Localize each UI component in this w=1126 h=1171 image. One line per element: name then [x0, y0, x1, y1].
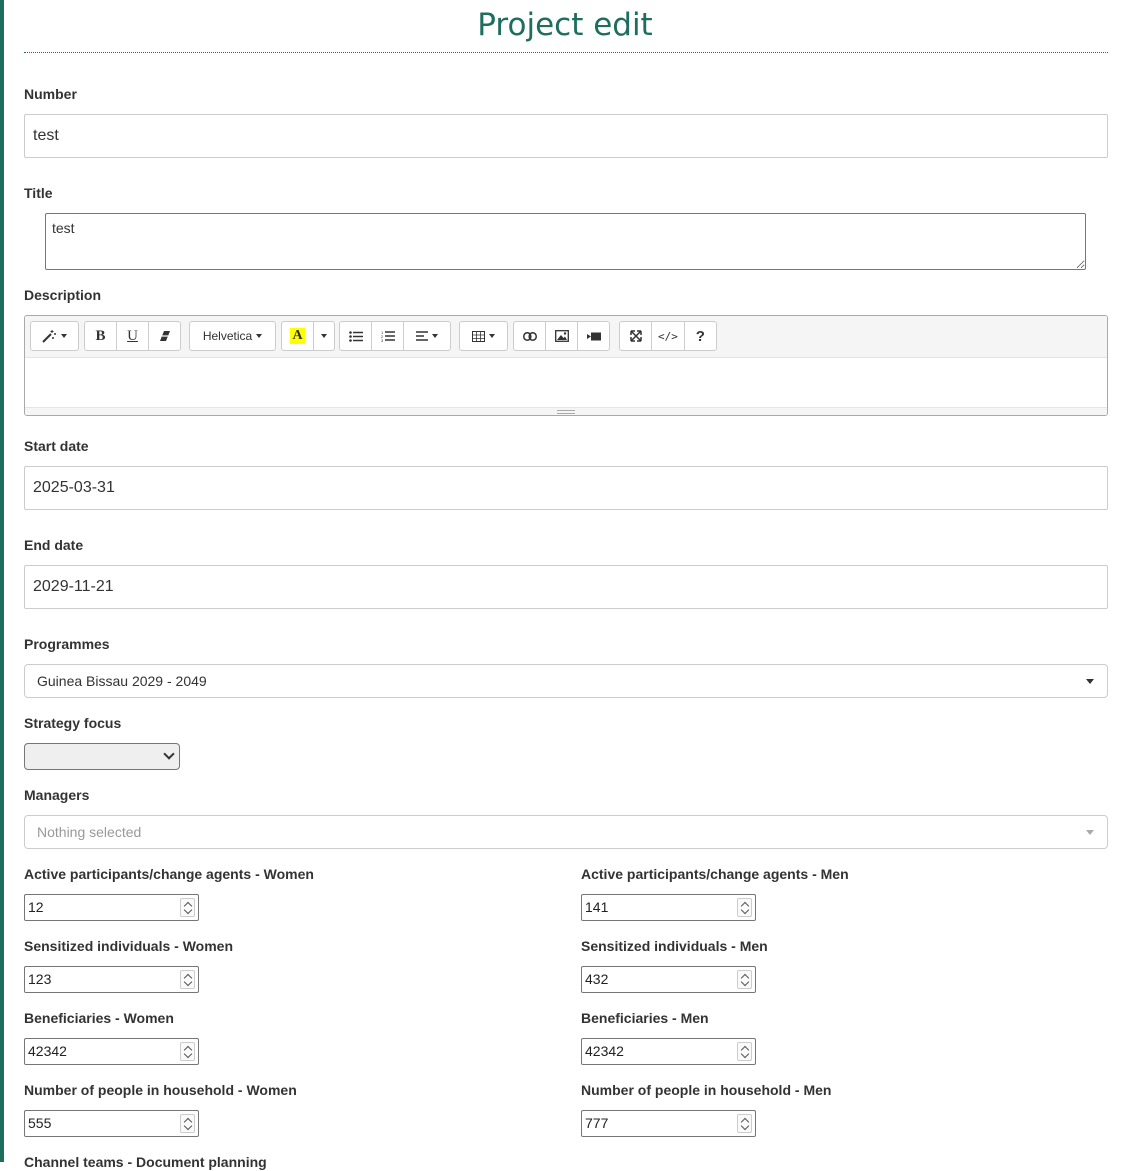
programmes-select[interactable] [24, 664, 1108, 698]
description-edit-area[interactable] [25, 358, 1107, 408]
spinner-icon[interactable] [180, 1042, 195, 1061]
paragraph-group [339, 321, 451, 351]
unordered-list-button[interactable] [339, 321, 372, 351]
caret-icon [432, 334, 438, 338]
title-textarea[interactable] [45, 213, 1086, 270]
table-icon [472, 331, 485, 342]
video-icon [587, 332, 601, 341]
code-view-icon: </> [658, 329, 678, 343]
resize-grip-icon [557, 410, 575, 414]
title-divider [24, 52, 1108, 53]
beneficiaries-men-label: Beneficiaries - Men [581, 1010, 709, 1026]
caret-down-icon [1086, 679, 1094, 684]
eraser-icon [159, 330, 171, 342]
active-women-label: Active participants/change agents - Women [24, 866, 314, 882]
align-icon [416, 331, 428, 341]
spinner-icon[interactable] [737, 1114, 752, 1133]
picture-button[interactable] [545, 321, 578, 351]
caret-icon [321, 334, 327, 338]
picture-icon [555, 330, 569, 342]
active-men-input[interactable] [581, 894, 756, 921]
svg-text:3: 3 [380, 338, 383, 342]
spinner-icon[interactable] [180, 970, 195, 989]
ordered-list-icon [381, 330, 395, 342]
font-name-group [189, 321, 276, 351]
fullscreen-button[interactable] [619, 321, 652, 351]
beneficiaries-men-input[interactable] [581, 1038, 756, 1065]
managers-select[interactable] [24, 815, 1108, 849]
underline-icon: U [127, 327, 138, 344]
household-women-label: Number of people in household - Women [24, 1082, 297, 1098]
sensitized-men-label: Sensitized individuals - Men [581, 938, 768, 954]
svg-text:1: 1 [380, 330, 383, 335]
number-label: Number [24, 86, 77, 102]
bold-button[interactable] [84, 321, 117, 351]
font-name-button[interactable] [189, 321, 276, 351]
editor-toolbar [25, 316, 1107, 358]
table-button[interactable] [459, 321, 508, 351]
active-women-value: 12 [28, 899, 44, 915]
start-date-label: Start date [24, 438, 89, 454]
channel-teams-label: Channel teams - Document planning [24, 1154, 267, 1170]
underline-button[interactable] [116, 321, 149, 351]
style-button[interactable] [30, 321, 79, 351]
beneficiaries-women-label: Beneficiaries - Women [24, 1010, 174, 1026]
caret-icon [256, 334, 262, 338]
household-women-input[interactable] [24, 1110, 199, 1137]
table-group [459, 321, 508, 351]
code-view-button[interactable] [651, 321, 685, 351]
active-women-input[interactable] [24, 894, 199, 921]
caret-down-icon [1086, 830, 1094, 835]
fullscreen-icon [630, 330, 642, 342]
household-men-input[interactable] [581, 1110, 756, 1137]
household-men-value: 777 [585, 1115, 609, 1131]
end-date-input[interactable] [24, 565, 1108, 609]
title-label: Title [24, 185, 53, 201]
magic-icon [42, 329, 57, 343]
spinner-icon[interactable] [737, 898, 752, 917]
color-dropdown-button[interactable] [313, 321, 335, 351]
chevron-down-icon [163, 748, 174, 759]
misc-group [619, 321, 717, 351]
page-title: Project edit [477, 7, 653, 43]
sensitized-men-input[interactable] [581, 966, 756, 993]
beneficiaries-women-value: 42342 [28, 1043, 67, 1059]
start-date-input[interactable] [24, 466, 1108, 510]
font-name-value: Helvetica [202, 329, 253, 343]
ordered-list-button[interactable] [371, 321, 404, 351]
active-men-value: 141 [585, 899, 609, 915]
insert-group [513, 321, 610, 351]
help-icon: ? [695, 327, 705, 345]
end-date-label: End date [24, 537, 84, 553]
clear-format-button[interactable] [148, 321, 181, 351]
description-editor [24, 315, 1108, 416]
spinner-icon[interactable] [180, 898, 195, 917]
link-icon [523, 332, 537, 341]
svg-text:2: 2 [380, 334, 383, 339]
left-accent-bar [0, 0, 4, 1162]
unordered-list-icon [349, 331, 363, 342]
programmes-label: Programmes [24, 636, 110, 652]
household-women-value: 555 [28, 1115, 52, 1131]
number-input[interactable] [24, 114, 1108, 158]
align-button[interactable] [403, 321, 451, 351]
spinner-icon[interactable] [737, 970, 752, 989]
managers-label: Managers [24, 787, 90, 803]
color-group [281, 321, 335, 351]
caret-icon [61, 334, 67, 338]
sensitized-women-input[interactable] [24, 966, 199, 993]
style-group [30, 321, 79, 351]
spinner-icon[interactable] [180, 1114, 195, 1133]
highlight-button[interactable] [281, 321, 314, 351]
link-button[interactable] [513, 321, 546, 351]
strategy-focus-label: Strategy focus [24, 715, 122, 731]
beneficiaries-women-input[interactable] [24, 1038, 199, 1065]
help-button[interactable] [684, 321, 717, 351]
household-men-label: Number of people in household - Men [581, 1082, 832, 1098]
bold-icon: B [95, 327, 106, 344]
sensitized-women-value: 123 [28, 971, 52, 987]
spinner-icon[interactable] [737, 1042, 752, 1061]
active-men-label: Active participants/change agents - Men [581, 866, 849, 882]
programmes-selected-value: Guinea Bissau 2029 - 2049 [37, 673, 207, 689]
caret-icon [489, 334, 495, 338]
sensitized-men-value: 432 [585, 971, 609, 987]
editor-resize-bar[interactable] [25, 407, 1107, 415]
highlight-icon: A [292, 328, 303, 343]
beneficiaries-men-value: 42342 [585, 1043, 624, 1059]
strategy-focus-select[interactable] [24, 743, 180, 770]
video-button[interactable] [577, 321, 610, 351]
sensitized-women-label: Sensitized individuals - Women [24, 938, 233, 954]
font-style-group [84, 321, 181, 351]
managers-placeholder: Nothing selected [37, 824, 142, 840]
description-label: Description [24, 287, 102, 303]
